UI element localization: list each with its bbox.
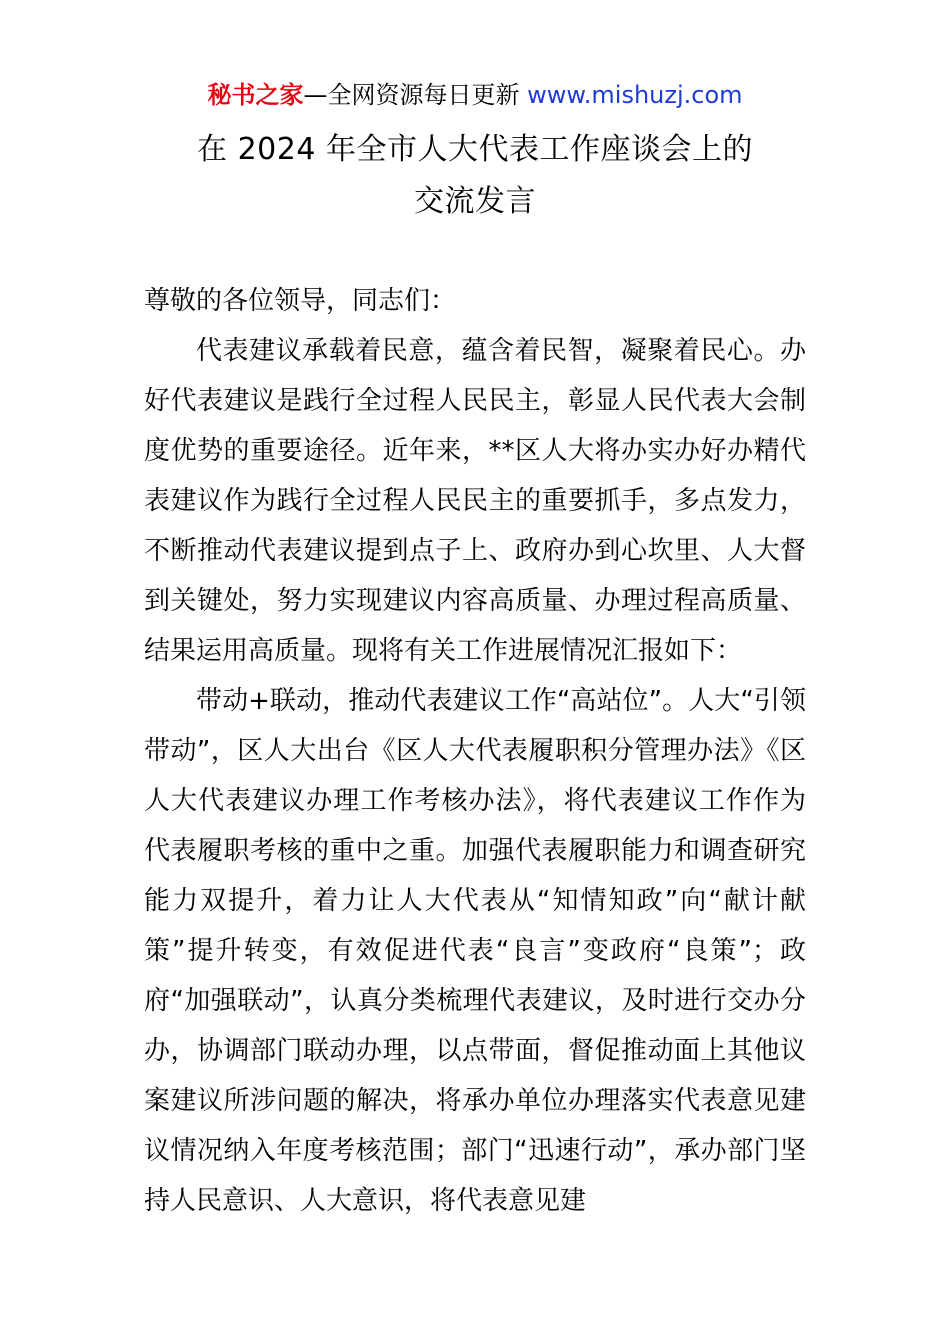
paragraph-1: 代表建议承载着民意，蕴含着民智，凝聚着民心。办好代表建议是践行全过程人民民主，彰显人民代表大会制度优势的重要途径。近年来，**区人大将办实办好办精代表建议作为践行全过程人民民主的重要抓手，多点发力，不断推动代表建议提到点子上、政府办到心坎里、人大督到关键处，努力实现建议内容高质量、办理过程高质量、结果运用高质量。现将有关工作进展情况汇报如下： (144, 336, 806, 666)
title-line-2: 交流发言 (414, 184, 536, 219)
site-tagline: —全网资源每日更新 (303, 81, 528, 109)
document-title (0, 124, 950, 228)
site-url-link[interactable]: www.mishuzj.com (527, 81, 743, 109)
paragraph-2: 带动+联动，推动代表建议工作“高站位”。人大“引领带动”，区人大出台《区人大代表履职积分管理办法》《区人大代表建议办理工作考核办法》，将代表建议工作作为代表履职考核的重中之重。加强代表履职能力和调查研究能力双提升，着力让人大代表从“知情知政”向“献计献策”提升转变，有效促进代表“良言”变政府“良策”；政府“加强联动”，认真分类梳理代表建议，及时进行交办分办，协调部门联动办理，以点带面，督促推动面上其他议案建议所涉问题的解决，将承办单位办理落实代表意见建议情况纳入年度考核范围；部门“迅速行动”，承办部门坚持人民意识、人大意识，将代表意见建 (144, 686, 806, 1216)
title-line-1: 在 2024 年全市人大代表工作座谈会上的 (197, 132, 753, 167)
document-body (144, 276, 806, 1226)
site-brand: 秘书之家 (207, 81, 304, 109)
site-header (0, 78, 950, 112)
greeting: 尊敬的各位领导，同志们： (144, 286, 457, 316)
